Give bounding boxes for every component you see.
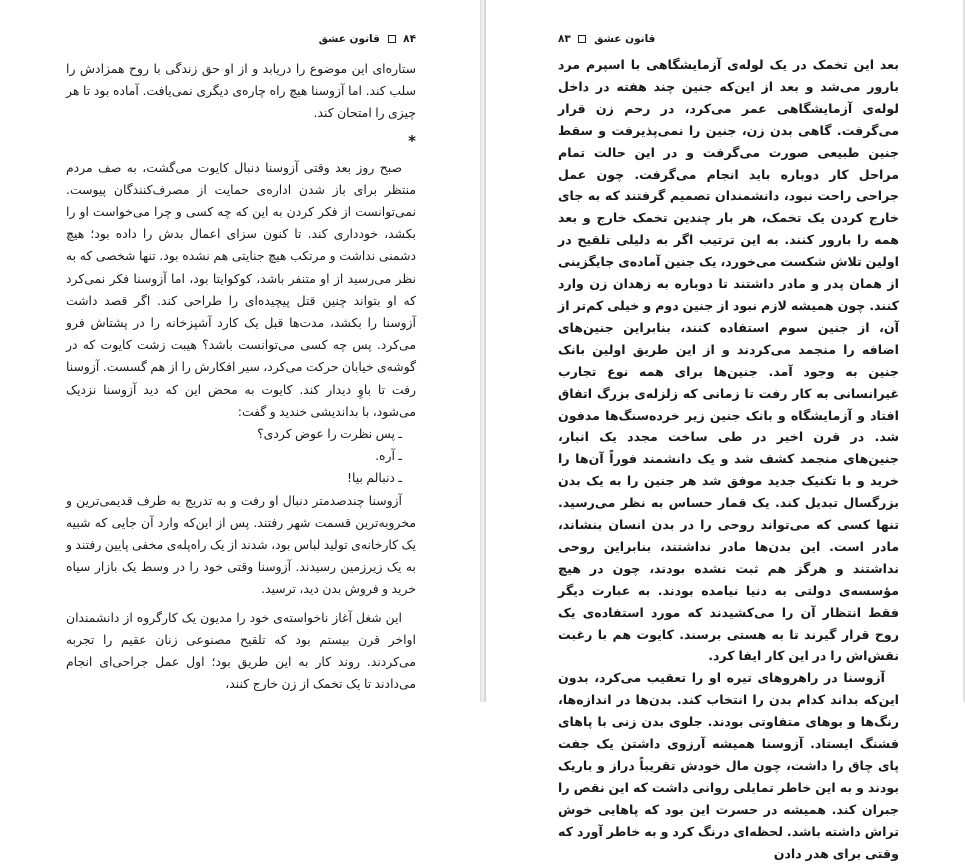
paragraph: بعد این تخمک در یک لوله‌ی آزمایشگاهی با اسپرم مرد بارور می‌شد و بعد از این‌که جنین چند هفته در داخل لوله‌ی آزمایشگاهی عمر می‌کرد، در رحم زن قرار می‌گرفت. گاهی بدن زن، جنین را نمی‌پذیرفت و سقط جنین طبیعی صورت می‌گرفت و در این حالت تمام مراحل کار دوباره باید انجام می‌گرفت. چون عمل جراحی راحت نبود، دانشمندان تصمیم گرفتند که به جای خارج کردن یک تخمک، هر بار چندین تخمک خارج و بعد همه را بارور کنند. به این ترتیب اگر به دلیلی تلقیح در اولین تلاش شکست می‌خورد، یک جنین آماده‌ی جایگزینی از همان پدر و مادر داشتند تا دوباره به زهدان زن وارد کنند. چون همیشه لازم نبود از جنین دوم و خیلی کم‌تر از آن، از جنین سوم استفاده کنند، بنابراین جنین‌های اضافه را منجمد می‌کردند و از این طریق اولین بانک جنین به وجود آمد. جنین‌ها برای همه نوع تجارب غیرانسانی به کار رفت تا زمانی که زلزله‌ی بزرگ اتفاق افتاد و آزمایشگاه و بانک جنین زیر خرده‌سنگ‌ها مدفون شد. در قرن اخیر در طی ساخت مجدد یک انبار، جنین‌های منجمد کشف شد و یک دانشمند فوراً آن‌ها را خرید و با تکنیک جدید موفق شد هر جنین را به یک بدن بزرگسال تبدیل کند. یک قمار حساس به نظر می‌رسید. تنها کسی که می‌تواند روحی را در بدن انسان بنشاند، مادر است. این بدن‌ها مادر نداشتند، بنابراین روحی نداشتند و هرگز هم ثبت نشده بودند، چون در هیچ مؤسسه‌ی دولتی به دنیا نیامده بودند. به عبارت دیگر فقط انتظار آن را می‌کشیدند که مورد استفاده‌ی یک روح قرار گیرند تا به هستی برسند. کایوت هم با رغبت نقش‌اش را در این کار ایفا کرد. xyxy=(558,57,899,664)
dialog-line: ـ آره. xyxy=(375,448,402,464)
square-ornament-icon xyxy=(578,35,586,43)
paragraph: صبح روز بعد وقتی آزوسنا دنبال کایوت می‌گشت، به صف مردم منتظر برای باز شدن اداره‌ی حمایت از مصرف‌کنندگان پیوست. نمی‌توانست از فکر کردن به این که چه کسی و چرا می‌خواست او را بکشد، خودداری کند. تا کنون سزای اعمال بدش را داده بود؛ هیچ دشمنی نداشت و مرتکب هیچ جنایتی هم نشده بود. تنها شخصی که به نظر می‌رسید از او متنفر باشد، کوکوایتا بود، اما آزوسنا فکر نمی‌کرد که او بتواند چنین قتل پیچیده‌ای را طراحی کند. اگر قصد داشت آزوسنا را بکشد، مدت‌ها قبل یک کارد آشپزخانه را در پشتاش فرو می‌کرد. پس چه کسی می‌توانست باشد؟ هیبت زشت کایوت که در گوشه‌ی خیابان حرکت می‌کرد، سیر افکارش را از هم گسست. آزوسنا رفت تا باوِ دیدار کند. کایوت به محض این که دید آزوسنا نزدیک می‌شود، با بداندیشی خندید و گفت: xyxy=(66,159,416,419)
left-page-number: ۸۴ xyxy=(403,33,416,45)
right-running-title: قانون عشق xyxy=(594,33,656,45)
left-running-head xyxy=(319,33,416,45)
right-page xyxy=(486,0,965,861)
square-ornament-icon xyxy=(388,35,396,43)
dialog-line: ـ پس نظرت را عوض کردی؟ xyxy=(257,426,402,442)
section-separator: * xyxy=(408,131,416,150)
paragraph: آزوسنا چندصدمتر دنبال او رفت و به تدریج به طرف قدیمی‌ترین و مخروبه‌ترین قسمت شهر رفتند. پس از این‌که وارد آن جایی که شبیه یک کارخانه‌ی تولید لباس بود، شدند از یک راه‌پله‌ی مخفی پایین رفتند و به یک زیرزمین رسیدند. آزوسنا وقتی خود را در وسط یک بازار سیاه خرید و فروش بدن دید، ترسید. xyxy=(66,492,416,597)
left-page xyxy=(0,0,480,702)
right-page-body xyxy=(558,54,899,865)
left-running-title: قانون عشق xyxy=(318,33,380,45)
paragraph: ستاره‌ای این موضوع را دریابد و از او حق زندگی با روح همزادش را سلب کند. اما آزوسنا هیچ راه چاره‌ی دیگری نمی‌یافت. آماده بود تا هر چیزی را امتحان کند. xyxy=(66,61,416,121)
paragraph: این شغل آغاز ناخواسته‌ی خود را مدیون یک کارگروه از دانشمندان اواخر قرن بیستم بود که تلقیح مصنوعی زنان عقیم را تجربه می‌کردند. روند کار به این طریق بود؛ اول عمل جراحی‌ای انجام می‌دادند تا یک تخمک از زن خارج کنند، xyxy=(66,609,416,692)
left-page-body xyxy=(66,58,416,695)
right-page-number: ۸۳ xyxy=(558,33,571,45)
dialog-line: ـ دنبالم بیا! xyxy=(347,470,402,486)
paragraph: آزوسنا در راهروهای تیره او را تعقیب می‌کرد، بدون این‌که بداند کدام بدن را انتخاب کند. بدن‌ها در اندازه‌ها، رنگ‌ها و بوهای متفاوتی بودند. جلوی بدن زنی با پاهای قشنگ ایستاد. آزوسنا همیشه آرزوی داشتن یک جفت پای چاق را داشت، چون مال خودش تقریباً دراز و باریک بودند و به این خاطر تمایلی روانی داشت که این نقص را جبران کند. همیشه در حسرت این بود که پاهایی خوش تراش داشته باشد. لحظه‌ای درنگ کرد و به خاطر آورد که وقتی برای هدر دادن xyxy=(558,670,899,861)
right-running-head xyxy=(558,33,655,45)
